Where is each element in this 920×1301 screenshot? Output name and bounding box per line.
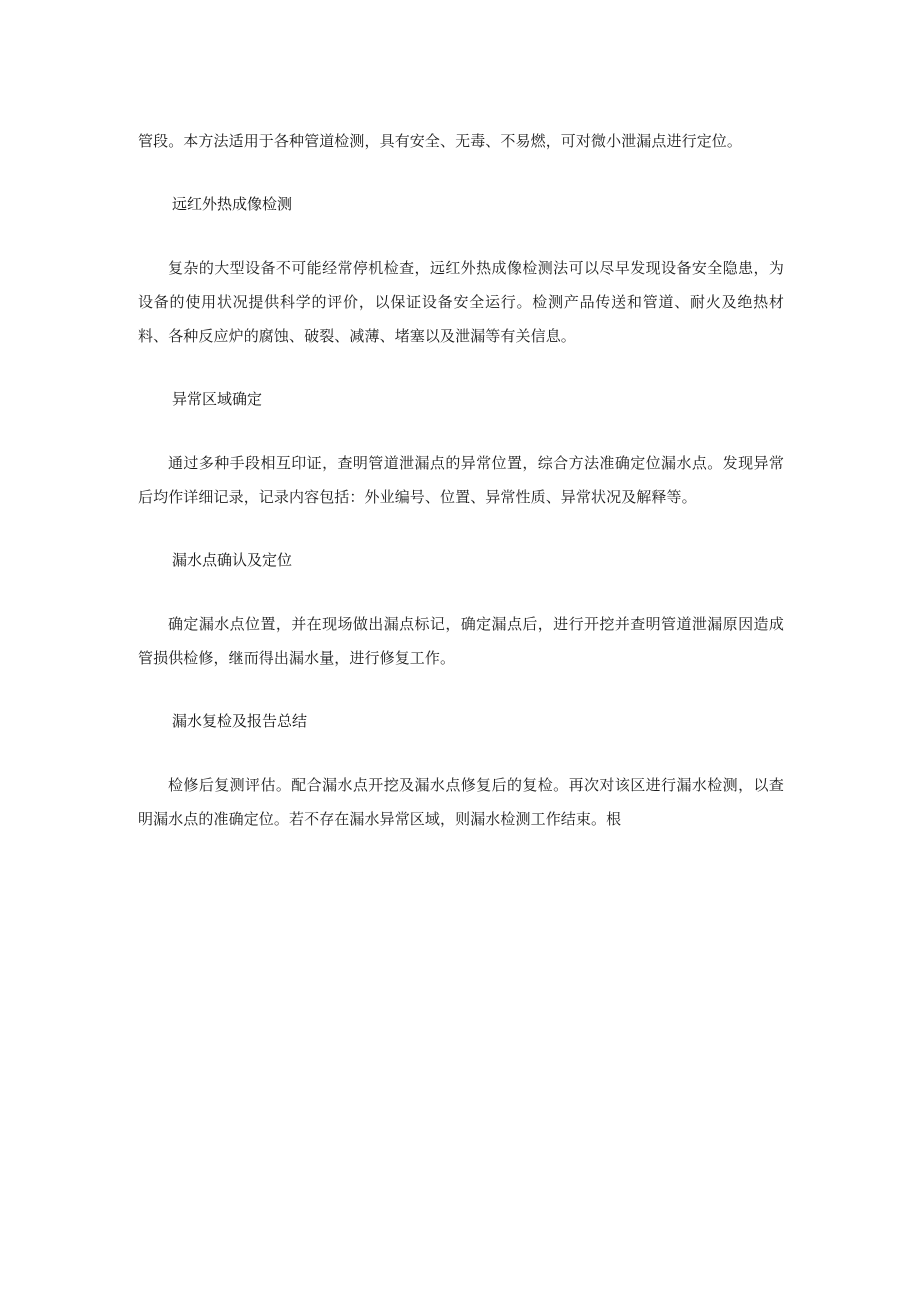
section-heading-locate: 漏水点确认及定位 bbox=[172, 551, 293, 569]
section-heading-anomaly: 异常区域确定 bbox=[172, 390, 263, 408]
section-heading-infrared: 远红外热成像检测 bbox=[172, 195, 293, 213]
section-body-recheck: 检修后复测评估。配合漏水点开挖及漏水点修复后的复检。再次对该区进行漏水检测，以查明漏水点的准确定位。若不存在漏水异常区域，则漏水检测工作结束。根 bbox=[138, 776, 784, 828]
spacer bbox=[138, 514, 784, 543]
section-body-locate: 确定漏水点位置，并在现场做出漏点标记，确定漏点后，进行开挖并查明管道泄漏原因造成管损供检修，继而得出漏水量，进行修复工作。 bbox=[138, 615, 784, 667]
spacer bbox=[138, 416, 784, 446]
spacer bbox=[138, 221, 784, 251]
spacer bbox=[138, 738, 784, 768]
document-page bbox=[138, 124, 784, 836]
spacer bbox=[138, 158, 784, 187]
section-body-infrared: 复杂的大型设备不可能经常停机检查，远红外热成像检测法可以尽早发现设备安全隐患，为设备的使用状况提供科学的评价，以保证设备安全运行。检测产品传送和管道、耐火及绝热材料、各种反应炉的腐蚀、破裂、减薄、堵塞以及泄漏等有关信息。 bbox=[138, 259, 784, 345]
intro-paragraph: 管段。本方法适用于各种管道检测，具有安全、无毒、不易燃，可对微小泄漏点进行定位。 bbox=[138, 132, 743, 150]
spacer bbox=[138, 353, 784, 382]
section-heading-recheck: 漏水复检及报告总结 bbox=[172, 712, 308, 730]
spacer bbox=[138, 675, 784, 704]
section-body-anomaly: 通过多种手段相互印证，查明管道泄漏点的异常位置，综合方法准确定位漏水点。发现异常后均作详细记录，记录内容包括：外业编号、位置、异常性质、异常状况及解释等。 bbox=[138, 454, 784, 506]
spacer bbox=[138, 577, 784, 607]
